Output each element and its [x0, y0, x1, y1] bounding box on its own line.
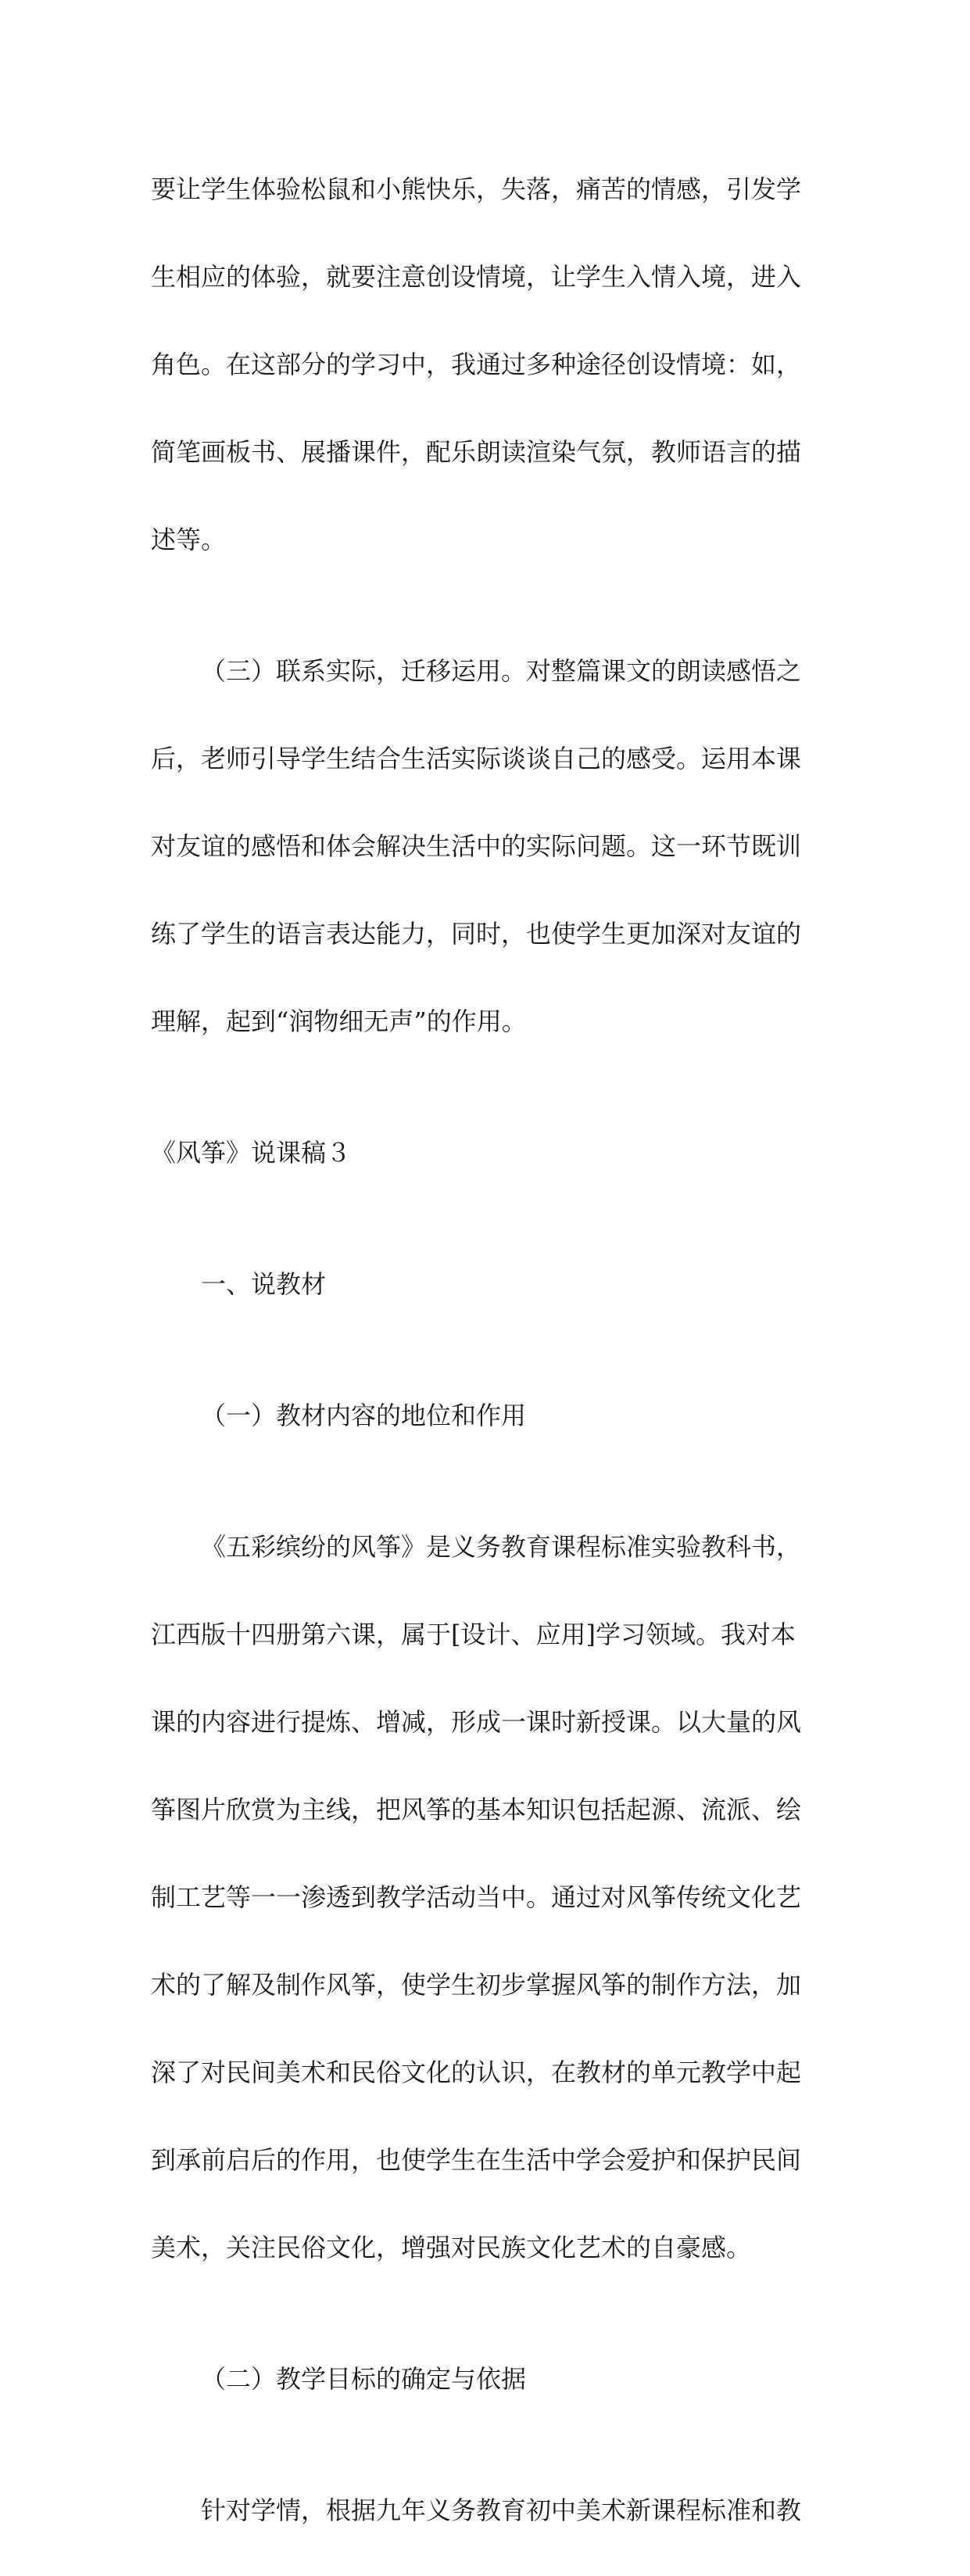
subsection-heading-position [151, 1350, 831, 1481]
paragraph-materials-description [151, 1481, 831, 2313]
paragraph-goals-basis [151, 2445, 831, 2576]
text-line: 练了学生的语言表达能力，同时，也使学生更加深对友谊的 [151, 919, 802, 949]
text-line: 江西版十四册第六课，属于[设计、应用]学习领域。我对本 [151, 1620, 796, 1649]
paragraph-section-three [151, 605, 831, 1087]
document-heading [151, 1087, 831, 1218]
text-line: 深了对民间美术和民俗文化的认识，在教材的单元教学中起 [151, 2058, 802, 2087]
text-line: 理解，起到“润物细无声”的作用。 [151, 1006, 527, 1036]
text-line: 筝图片欣赏为主线，把风筝的基本知识包括起源、流派、绘 [151, 1795, 802, 1824]
text-line: 课的内容进行提炼、增减，形成一课时新授课。以大量的风 [151, 1707, 802, 1737]
paragraph-emotion-experience [151, 124, 831, 605]
heading-text: （二）教学目标的确定与依据 [201, 2364, 527, 2394]
text-line: 术的了解及制作风筝，使学生初步掌握风筝的制作方法，加 [151, 1970, 802, 2000]
text-line: 后，老师引导学生结合生活实际谈谈自己的感受。运用本课 [151, 744, 802, 773]
document-body [151, 124, 831, 2576]
heading-text: 一、说教材 [201, 1269, 327, 1299]
text-line: 角色。在这部分的学习中，我通过多种途径创设情境：如， [151, 350, 802, 379]
text-line: 简笔画板书、展播课件，配乐朗读渲染气氛，教师语言的描 [151, 437, 802, 467]
text-line: 对友谊的感悟和体会解决生活中的实际问题。这一环节既训 [151, 831, 802, 861]
text-line: 《五彩缤纷的风筝》是义务教育课程标准实验教科书， [201, 1532, 802, 1562]
heading-text: 《风筝》说课稿３ [151, 1138, 352, 1168]
text-line: 生相应的体验，就要注意创设情境，让学生入情入境，进入 [151, 262, 802, 292]
text-line: 要让学生体验松鼠和小熊快乐，失落，痛苦的情感，引发学 [151, 174, 802, 204]
text-line: 述等。 [151, 525, 227, 554]
text-line: 美术，关注民俗文化，增强对民族文化艺术的自豪感。 [151, 2233, 752, 2262]
text-line: 制工艺等一一渗透到教学活动当中。通过对风筝传统文化艺 [151, 1882, 802, 1912]
subsection-heading-goals [151, 2313, 831, 2445]
text-line: 针对学情，根据九年义务教育初中美术新课程标准和教 [201, 2495, 802, 2525]
text-line: （三）联系实际，迁移运用。对整篇课文的朗读感悟之 [201, 656, 802, 686]
section-heading-materials [151, 1218, 831, 1350]
text-line: 到承前启后的作用，也使学生在生活中学会爱护和保护民间 [151, 2145, 802, 2175]
heading-text: （一）教材内容的地位和作用 [201, 1401, 527, 1430]
